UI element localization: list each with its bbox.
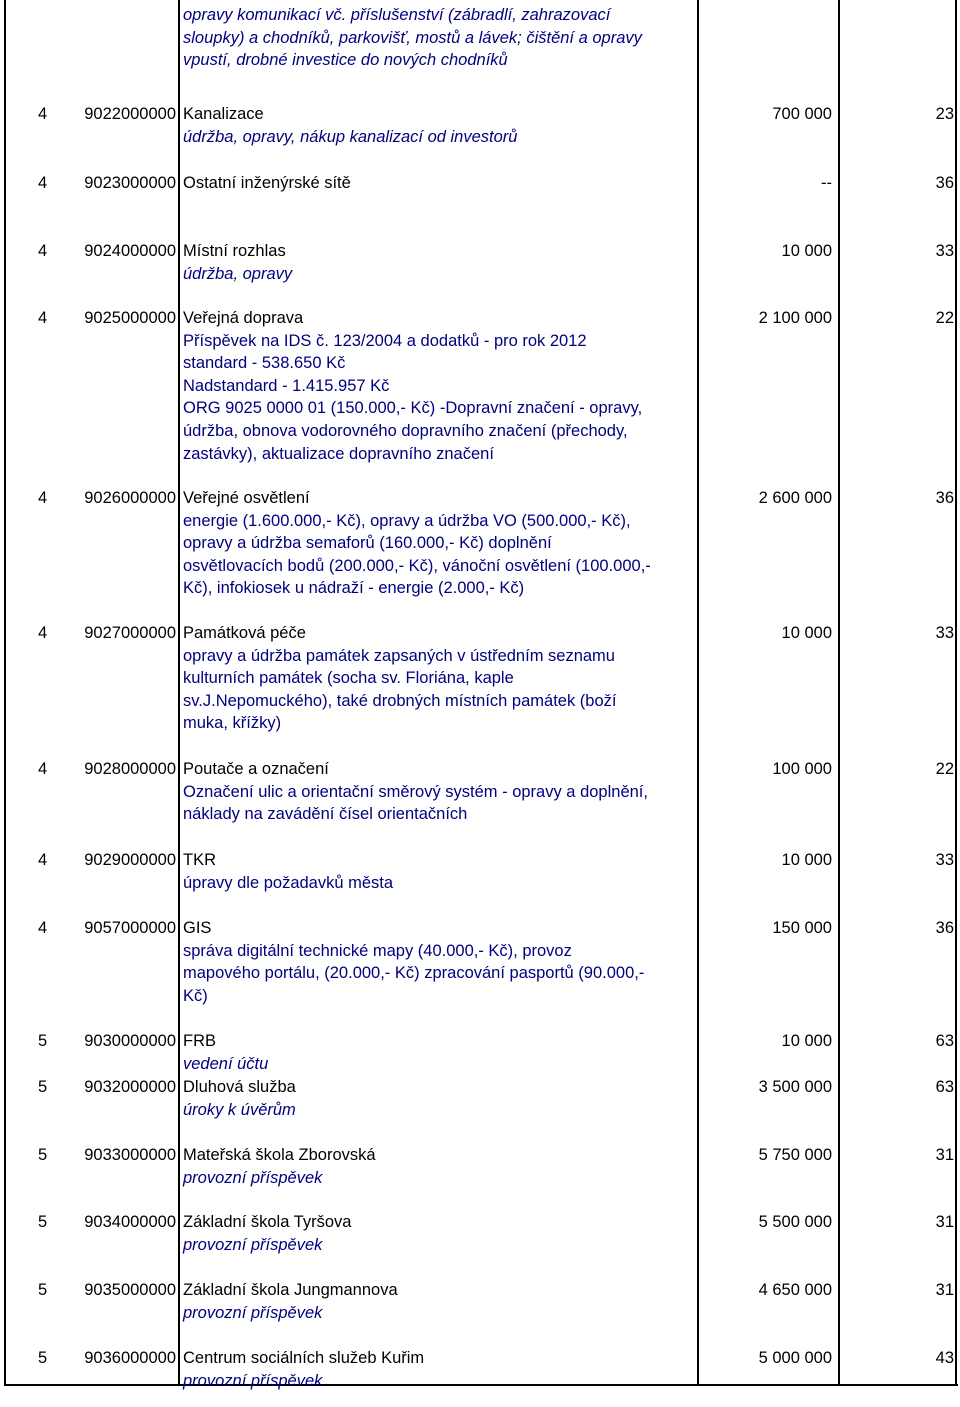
row-title: Dluhová služba — [183, 1078, 296, 1096]
row-title: FRB — [183, 1032, 216, 1050]
row-note-line: Kč), infokiosek u nádraží - energie (2.000,- Kč) — [183, 579, 525, 598]
row-note-line: Příspěvek na IDS č. 123/2004 a dodatků - pro rok 2012 — [183, 331, 587, 350]
row-code: 9033000000 — [84, 1146, 176, 1164]
row-title: Místní rozhlas — [183, 242, 286, 260]
row-last-value: 63 — [935, 1032, 954, 1050]
row-group: 5 — [38, 1281, 48, 1299]
row-amount: 10 000 — [781, 624, 832, 642]
column-divider — [838, 0, 840, 1386]
row-code: 9030000000 — [84, 1032, 176, 1050]
row-code: 9027000000 — [84, 624, 176, 642]
row-last-value: 36 — [935, 919, 954, 937]
row-amount: 10 000 — [781, 1032, 832, 1050]
row-note-line: mapového portálu, (20.000,- Kč) zpracování pasportů (90.000,- — [183, 964, 645, 983]
row-note-line: náklady na zavádění čísel orientačních — [183, 805, 468, 824]
row-title: TKR — [183, 851, 216, 869]
row-code: 9028000000 — [84, 760, 176, 778]
row-note-line: Kč) — [183, 986, 208, 1005]
row-note-line: energie (1.600.000,- Kč), opravy a údržba VO (500.000,- Kč), — [183, 511, 631, 530]
row-title: Kanalizace — [183, 105, 264, 123]
row-group: 5 — [38, 1032, 48, 1050]
row-amount: 2 600 000 — [758, 489, 832, 507]
row-title: Památková péče — [183, 624, 306, 642]
row-group: 4 — [38, 489, 48, 507]
row-last-value: 22 — [935, 760, 954, 778]
row-last-value: 36 — [935, 174, 954, 192]
row-amount: 150 000 — [772, 919, 832, 937]
row-last-value: 31 — [935, 1146, 954, 1164]
row-last-value: 23 — [935, 105, 954, 123]
row-last-value: 33 — [935, 624, 954, 642]
row-last-value: 63 — [935, 1078, 954, 1096]
row-code: 9057000000 — [84, 919, 176, 937]
row-amount: 4 650 000 — [758, 1281, 832, 1299]
row-code: 9032000000 — [84, 1078, 176, 1096]
row-title: Mateřská škola Zborovská — [183, 1146, 376, 1164]
row-last-value: 31 — [935, 1281, 954, 1299]
row-group: 4 — [38, 309, 48, 327]
row-amount: 5 750 000 — [758, 1146, 832, 1164]
row-note-line: sloupky) a chodníků, parkovišť, mostů a lávek; čištění a opravy — [183, 28, 642, 47]
row-code: 9022000000 — [84, 105, 176, 123]
row-note-line: opravy a údržba semaforů (160.000,- Kč) doplnění — [183, 534, 552, 553]
row-code: 9024000000 — [84, 242, 176, 260]
row-note-line: osvětlovacích bodů (200.000,- Kč), vánoční osvětlení (100.000,- — [183, 556, 651, 575]
row-note-line: provozní příspěvek — [183, 1371, 323, 1390]
row-note-line: muka, křížky) — [183, 714, 282, 733]
row-code: 9035000000 — [84, 1281, 176, 1299]
row-group: 5 — [38, 1349, 48, 1367]
row-amount: 5 500 000 — [758, 1213, 832, 1231]
row-note-line: opravy komunikací vč. příslušenství (zábradlí, zahrazovací — [183, 6, 611, 24]
row-title: GIS — [183, 919, 212, 937]
row-note-line: ORG 9025 0000 01 (150.000,- Kč) -Dopravní značení - opravy, — [183, 399, 643, 418]
row-code: 9029000000 — [84, 851, 176, 869]
row-note-line: sv.J.Nepomuckého), také drobných místních památek (boží — [183, 691, 617, 710]
row-note-line: údržba, opravy — [183, 264, 293, 283]
row-amount: 700 000 — [772, 105, 832, 123]
column-divider — [697, 0, 699, 1386]
row-group: 4 — [38, 851, 48, 869]
row-note-line: úroky k úvěrům — [183, 1100, 296, 1119]
row-last-value: 31 — [935, 1213, 954, 1231]
row-last-value: 22 — [935, 309, 954, 327]
row-note-line: Nadstandard - 1.415.957 Kč — [183, 376, 390, 395]
row-note-line: opravy a údržba památek zapsaných v ústředním seznamu — [183, 646, 615, 665]
row-code: 9036000000 — [84, 1349, 176, 1367]
row-note-line: kulturních památek (socha sv. Floriána, kaple — [183, 669, 514, 688]
row-last-value: 43 — [935, 1349, 954, 1367]
row-note-line: provozní příspěvek — [183, 1168, 323, 1187]
row-group: 4 — [38, 242, 48, 260]
table-bottom-border — [4, 1384, 958, 1386]
row-amount: 10 000 — [781, 851, 832, 869]
row-amount: 100 000 — [772, 760, 832, 778]
row-note-line: úpravy dle požadavků města — [183, 873, 394, 892]
row-group: 4 — [38, 174, 48, 192]
row-note-line: provozní příspěvek — [183, 1235, 323, 1254]
row-title: Poutače a označení — [183, 760, 329, 778]
row-code: 9025000000 — [84, 309, 176, 327]
row-title: Veřejné osvětlení — [183, 489, 310, 507]
row-group: 5 — [38, 1078, 48, 1096]
row-note-line: vpustí, drobné investice do nových chodníků — [183, 51, 508, 70]
row-group: 4 — [38, 919, 48, 937]
row-amount: 3 500 000 — [758, 1078, 832, 1096]
row-last-value: 33 — [935, 242, 954, 260]
row-amount: 5 000 000 — [758, 1349, 832, 1367]
row-group: 4 — [38, 624, 48, 642]
row-title: Centrum sociálních služeb Kuřim — [183, 1349, 425, 1367]
row-amount: 2 100 000 — [758, 309, 832, 327]
row-last-value: 33 — [935, 851, 954, 869]
row-amount: -- — [821, 174, 832, 192]
row-note-line: vedení účtu — [183, 1054, 269, 1073]
row-title: Základní škola Jungmannova — [183, 1281, 398, 1299]
row-note-line: Označení ulic a orientační směrový systém - opravy a doplnění, — [183, 782, 648, 801]
row-note-line: údržba, opravy, nákup kanalizací od investorů — [183, 127, 518, 146]
row-group: 5 — [38, 1213, 48, 1231]
row-note-line: správa digitální technické mapy (40.000,- Kč), provoz — [183, 941, 572, 960]
row-group: 4 — [38, 760, 48, 778]
row-code: 9023000000 — [84, 174, 176, 192]
row-group: 4 — [38, 105, 48, 123]
row-amount: 10 000 — [781, 242, 832, 260]
row-title: Veřejná doprava — [183, 309, 304, 327]
column-divider — [4, 0, 6, 1386]
column-divider — [955, 0, 957, 1386]
row-note-line: provozní příspěvek — [183, 1303, 323, 1322]
row-note-line: zastávky), aktualizace dopravního značení — [183, 444, 494, 463]
row-group: 5 — [38, 1146, 48, 1164]
row-note-line: údržba, obnova vodorovného dopravního značení (přechody, — [183, 422, 628, 440]
row-note-line: standard - 538.650 Kč — [183, 354, 346, 373]
row-code: 9034000000 — [84, 1213, 176, 1231]
column-divider — [178, 0, 180, 1386]
row-last-value: 36 — [935, 489, 954, 507]
row-title: Základní škola Tyršova — [183, 1213, 352, 1231]
row-title: Ostatní inženýrské sítě — [183, 174, 351, 192]
row-code: 9026000000 — [84, 489, 176, 507]
